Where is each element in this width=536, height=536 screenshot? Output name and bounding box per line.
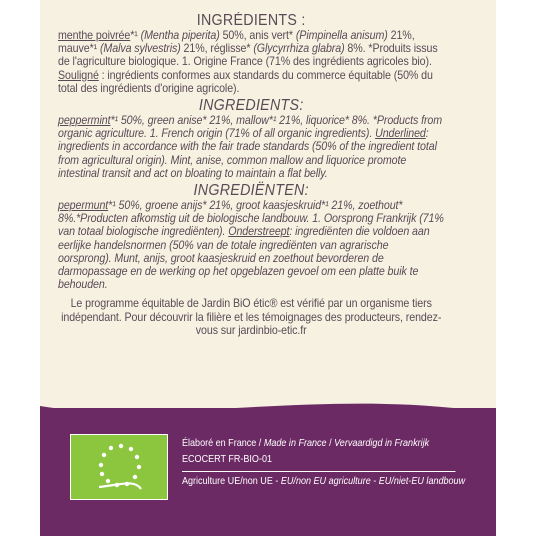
ecocert-line: ECOCERT FR-BIO-01 — [182, 452, 272, 465]
nl-title: INGREDIËNTEN: — [193, 182, 309, 200]
nl-ingredients: pepermunt*¹ 50%, groene anijs* 21%, groot kaasjeskruid*¹ 21%, zoethout* 8%.*Producten afkomstig uit de biologische landbouw. 1. Oorsprong Frankrijk (71% van totaal biologische ingrediënten). Onderstreept: ingrediënten die voldoen aan eerlijke handelsnormen (50% van de totale ingrediënten van agrarische oorsprong). Munt, anijs, groot kaasjeskruid en zoethout bevorderen de darmopassage en de werking op het opgeblazen gevoel om een platte buik te behouden. — [58, 199, 444, 292]
footer — [70, 434, 480, 514]
eu-organic-leaf-icon — [70, 434, 168, 500]
agriculture-line: Agriculture UE/non UE - EU/non EU agriculture - EU/niet-EU landbouw — [182, 475, 466, 487]
footer-divider — [182, 471, 455, 472]
ingredients-text — [58, 12, 444, 337]
en-ingredients: peppermint*¹ 50%, green anise* 21%, mallow*¹ 21%, liquorice* 8%. *Products from organic agriculture. 1. French origin (71% of all organic ingredients). Underlined: ingredients in accordance with the fair trade standards (50% of the ingredient total from agricultural origin). Mint, anise, common mallow and liquorice promote intestinal transit and act on bloating to maintain a flat belly. — [58, 114, 443, 180]
en-title: INGREDIENTS: — [198, 97, 304, 115]
fr-title: INGRÉDIENTS : — [196, 12, 306, 29]
fr-ingredients: menthe poivrée*¹ (Mentha piperita) 50%, anis vert* (Pimpinella anisum) 21%, mauve*¹ (Malva sylvestris) 21%, réglisse* (Glycyrrhiza glabra) 8%. *Produits issus de l'agriculture biologique. 1. Origine France (71% des ingrédients agricoles bio). Souligné : ingrédients conformes aux standards du commerce équitable (50% du total des ingrédients d'origine agricole). — [58, 29, 438, 95]
made-in-line: Élaboré en France / Made in France / Vervaardigd in Frankrijk — [182, 437, 430, 449]
fair-trade-note: Le programme équitable de Jardin BiO étic® est vérifié par un organisme tiers indépendant. Pour découvrir la filière et les témoignages des producteurs, rendez-vous sur jardinbio-etic.fr — [61, 297, 442, 337]
footer-text — [182, 436, 466, 490]
